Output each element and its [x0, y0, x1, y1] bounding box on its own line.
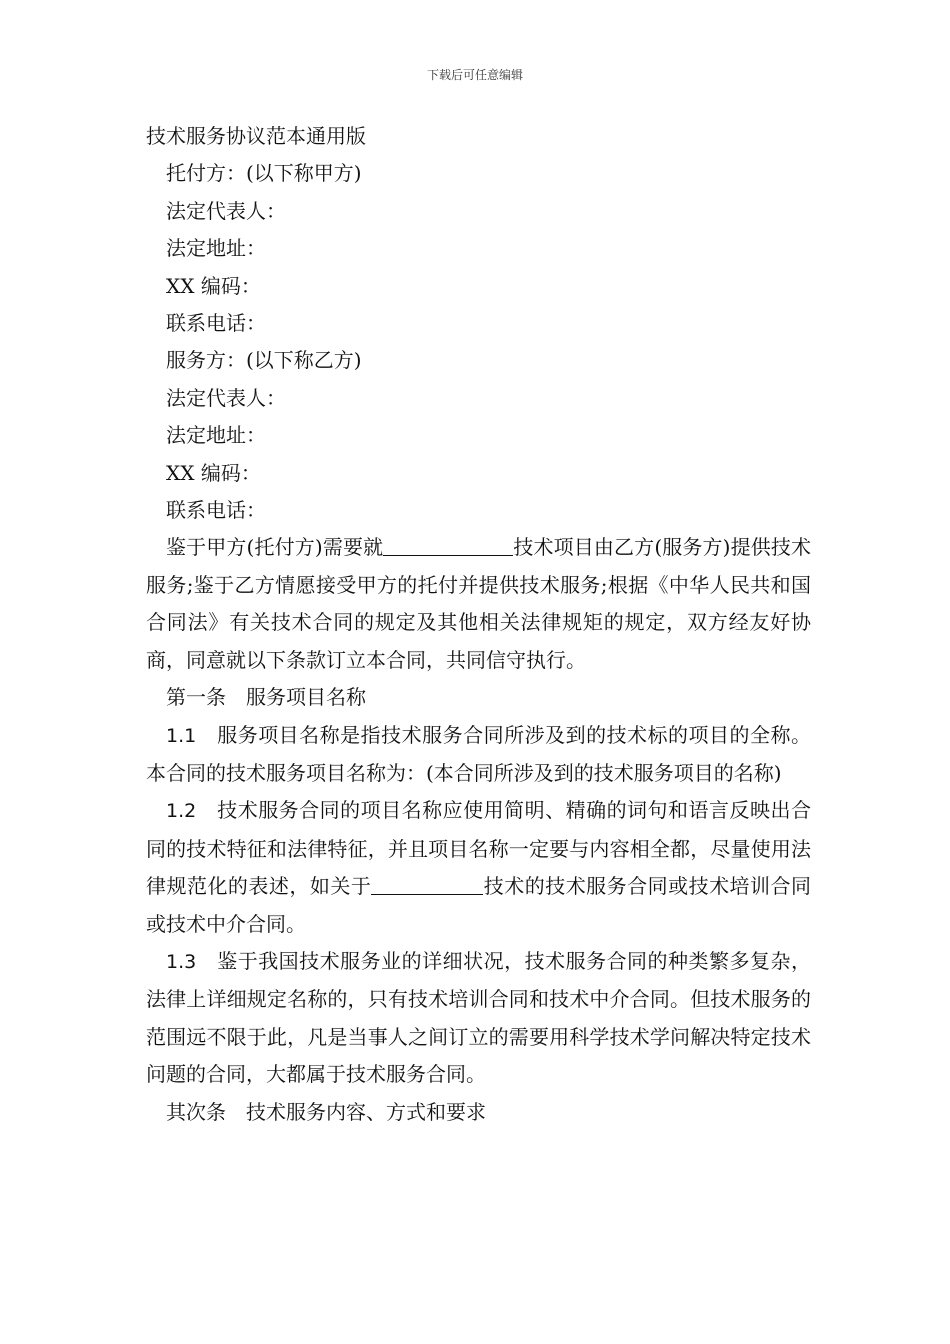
party-a-code: XX 编码：	[166, 273, 261, 298]
clause-1-2	[146, 792, 811, 943]
clause-1-2-number: 1.2	[166, 800, 197, 823]
page-header-note: 下载后可任意编辑	[426, 68, 523, 82]
clause-1-3-text: 鉴于我国技术服务业的详细状况，技术服务合同的种类繁多复杂，法律上详细规定名称的，只有技术培训合同和技术中介合同。但技术服务的范围远不限于此，凡是当事人之间订立的需要用科学技术学问解决特定技术问题的合同，大都属于技术服务合同。	[146, 948, 811, 1087]
technology-blank-line	[371, 872, 483, 895]
document-title: 技术服务协议范本通用版	[146, 124, 366, 148]
preamble-paragraph	[146, 529, 811, 679]
party-b-label: 服务方：(以下称乙方)	[166, 348, 362, 373]
preamble-text-end: 技术项目由乙方(服务方)提供技术服务;鉴于乙方情愿接受甲方的托付并提供技术服务;根据《中华人民共和国合同法》有关技术合同的规定及其他相关法律规矩的规定，双方经友好协商，同意就以下条款订立本合同，共同信守执行。	[146, 535, 812, 672]
party-a-phone: 联系电话：	[166, 311, 266, 336]
clause-1-3	[146, 943, 811, 1094]
clause-1-1-text: 服务项目名称是指技术服务合同所涉及到的技术标的项目的全称。本合同的技术服务项目名称为：(本合同所涉及到的技术服务项目的名称)	[146, 722, 811, 785]
clause-1-1-number: 1.1	[166, 724, 197, 747]
clause-1-2-text-end: 技术的技术服务合同或技术培训合同或技术中介合同。	[146, 874, 812, 936]
preamble-text-start: 鉴于甲方(托付方)需要就	[166, 535, 384, 560]
clause-1-1	[146, 717, 811, 793]
party-a-legal-rep: 法定代表人：	[166, 198, 286, 223]
clause-1-2-text-start: 技术服务合同的项目名称应使用简明、精确的词句和语言反映出合同的技术特征和法律特征，并且项目名称一定要与内容相全都，尽量使用法律规范化的表述，如关于	[146, 798, 811, 899]
party-b-address: 法定地址：	[166, 423, 266, 448]
party-a-label: 托付方：(以下称甲方)	[166, 161, 362, 186]
article-2-heading: 其次条 技术服务内容、方式和要求	[166, 1099, 486, 1124]
article-1-heading: 第一条 服务项目名称	[166, 685, 366, 710]
document-body	[146, 118, 811, 1131]
party-a-address: 法定地址：	[166, 236, 266, 261]
party-b-legal-rep: 法定代表人：	[166, 385, 286, 410]
project-blank-line	[383, 533, 513, 556]
clause-1-3-number: 1.3	[166, 950, 197, 973]
party-b-code: XX 编码：	[166, 460, 261, 485]
party-b-phone: 联系电话：	[166, 498, 266, 523]
